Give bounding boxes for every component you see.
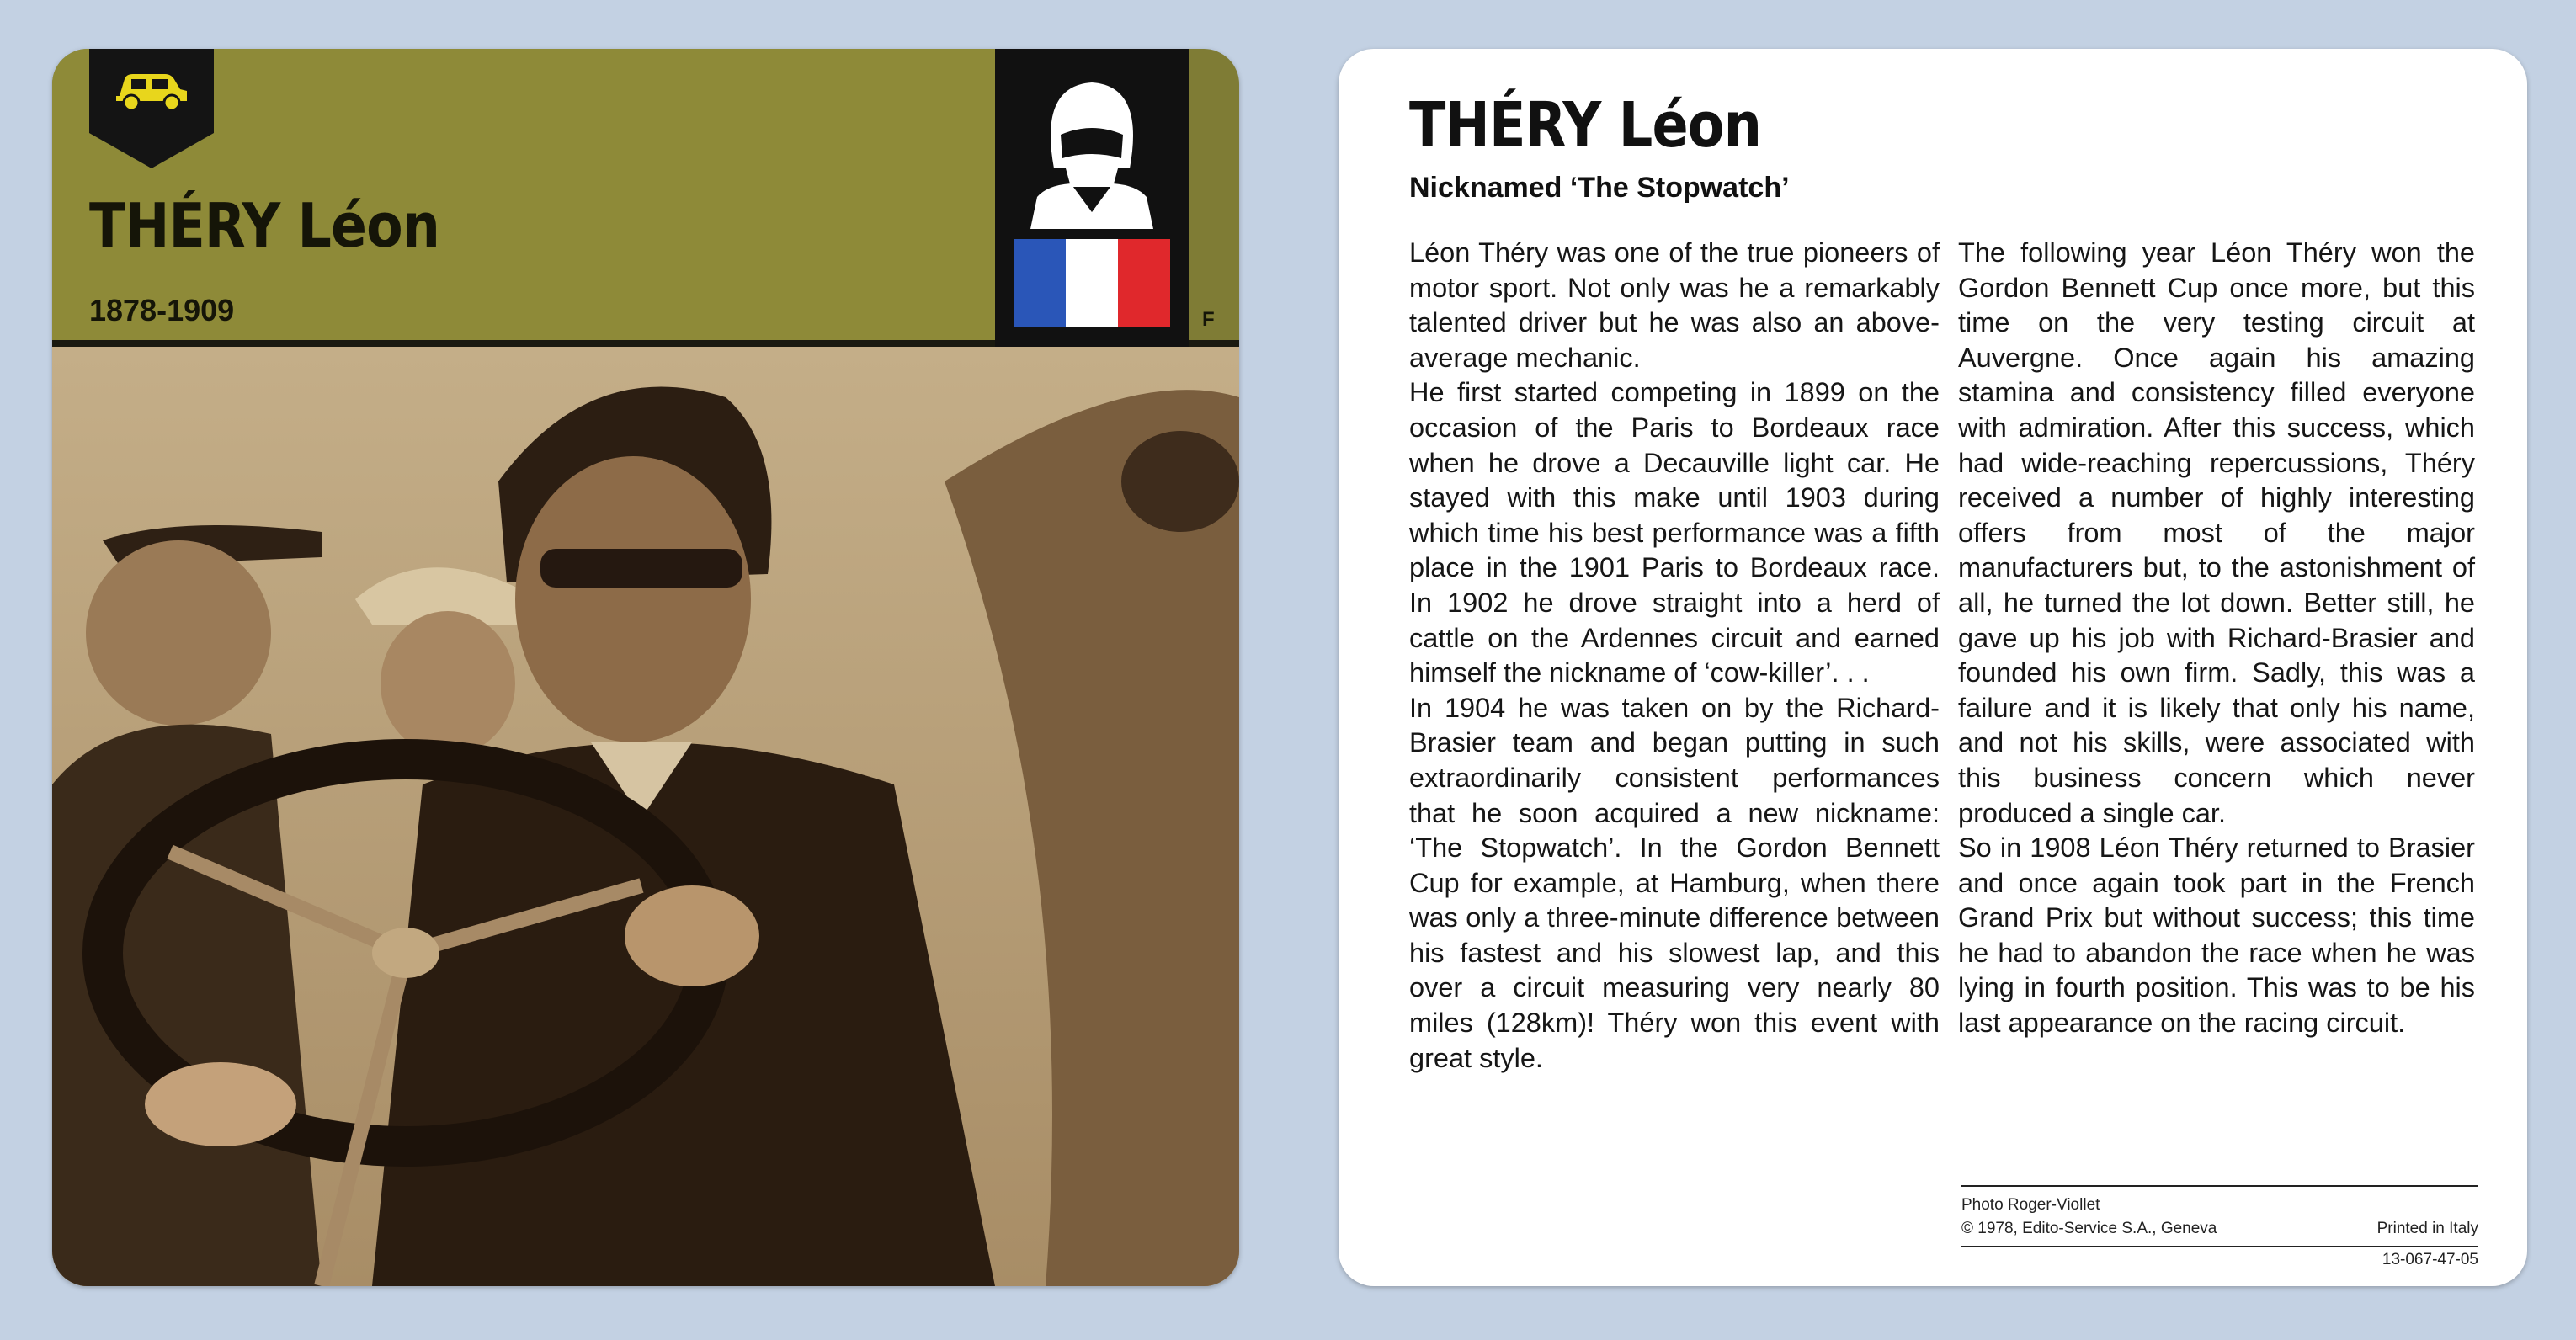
flag-stripe-blue: [1014, 239, 1066, 327]
credits-block: [1961, 1185, 2478, 1269]
photo-credit: Photo Roger-Viollet: [1961, 1196, 2100, 1214]
paragraph: In 1904 he was taken on by the Richard-Brasier team and began putting in such extraordinarily consistent performances that he soon acquired a new nickname: ‘The Stopwatch’. In the Gordon Bennett Cup for example, at Hamburg, when there was only a three-minute difference between his fastest and his slowest lap, and this over a circuit measuring very nearly 80 miles (128km)! Théry won this event with great style.: [1409, 692, 1940, 1073]
paragraph: Léon Théry was one of the true pioneers of motor sport. Not only was he a remarkably talented driver but he was also an above-average mechanic.: [1409, 237, 1940, 373]
subtitle: Nicknamed ‘The Stopwatch’: [1409, 172, 1790, 204]
flag-stripe-red: [1118, 239, 1170, 327]
flag-stripe-white: [1066, 239, 1118, 327]
category-badge-point: [89, 133, 214, 168]
text-column-1: [1409, 236, 1940, 1076]
helmet-driver-icon: [1014, 69, 1170, 229]
copyright: © 1978, Edito-Service S.A., Geneva: [1961, 1220, 2217, 1237]
country-code: F: [1202, 308, 1215, 331]
printed-in: Printed in Italy: [2376, 1220, 2478, 1237]
paragraph: He first started competing in 1899 on the occasion of the Paris to Bordeaux race when he drove a Decauville light car. He stayed with this make until 1903 during which time his best performance was a fifth place in the 1901 Paris to Bordeaux race. In 1902 he drove straight into a herd of cattle on the Ardennes circuit and earned himself the nickname of ‘cow-killer’. . .: [1409, 377, 1940, 689]
paragraph: The following year Léon Théry won the Gordon Bennett Cup once more, but this time on the very testing circuit at Auvergne. Once again his amazing stamina and consistency filled everyone with admiration. After this success, which had wide-reaching repercussions, Théry received a number of highly interesting offers from most of the major manufacturers but, to the astonishment of all, he turned the lot down. Better still, he gave up his job with Richard-Brasier and founded his own firm. Sadly, this was a failure and it is likely that only his name, and not his skills, were associated with this business concern which never produced a single car.: [1958, 237, 2475, 828]
front-card: [52, 49, 1239, 1286]
category-badge: [89, 49, 214, 133]
text-column-2: [1958, 236, 2475, 1041]
back-title: THÉRY Léon: [1409, 89, 1762, 162]
car-icon: [109, 64, 194, 114]
back-card: [1339, 49, 2527, 1286]
driver-photo: [52, 347, 1239, 1286]
paragraph: So in 1908 Léon Théry returned to Brasier and once again took part in the French Grand Prix but without success; this time he had to abandon the race when he was lying in fourth position. This was to be his last appearance on the racing circuit.: [1958, 832, 2475, 1039]
card-code: 13-067-47-05: [2382, 1251, 2478, 1268]
france-flag: [1014, 239, 1170, 327]
front-title: THÉRY Léon: [89, 190, 439, 261]
life-years: 1878-1909: [89, 293, 235, 327]
